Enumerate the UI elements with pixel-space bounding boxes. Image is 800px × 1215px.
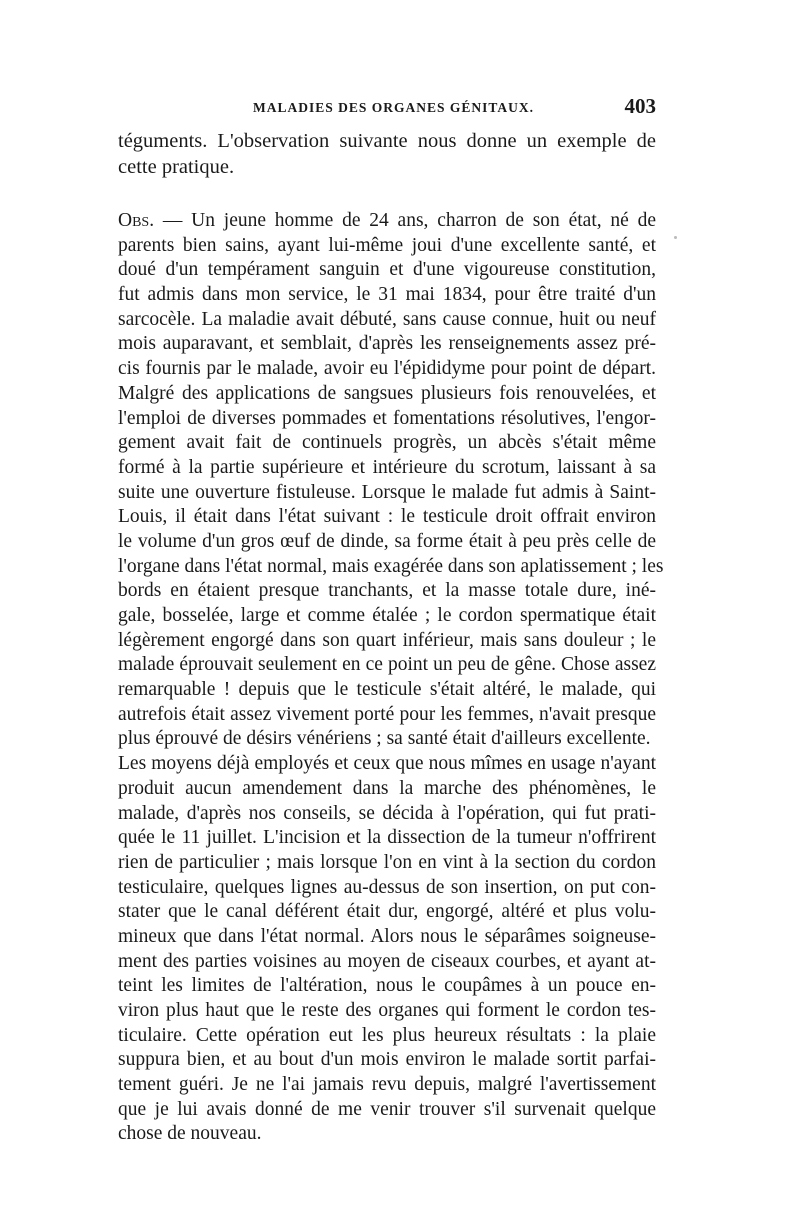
text-line: fut admis dans mon service, le 31 mai 1834, pour être traité d'un [118,284,656,306]
text-line: que je lui avais donné de me venir trouver s'il survenait quelque [118,1098,656,1120]
text-line: testiculaire, quelques lignes au-dessus de son insertion, on put con- [118,876,656,898]
text-line: gement avait fait de continuels progrès, un abcès s'était même [118,432,656,454]
text-line: l'emploi de diverses pommades et fomentations résolutives, l'engor- [118,407,656,429]
text-line: sarcocèle. La maladie avait débuté, sans cause connue, huit ou neuf [118,308,656,330]
text-line: chose de nouveau. [118,1123,262,1145]
text-line: doué d'un tempérament sanguin et d'une vigoureuse constitution, [118,259,656,281]
text-line: produit aucun amendement dans la marche des phénomènes, le [118,777,656,799]
text-line: malade, d'après nos conseils, se décida à l'opération, qui fut prati- [118,802,656,824]
text-line: ment des parties voisines au moyen de ciseaux courbes, et ayant at- [118,950,656,972]
text-line: légèrement engorgé dans son quart inférieur, mais sans douleur ; le [118,629,656,651]
text-line: bords en étaient presque tranchants, et la masse totale dure, iné- [118,580,656,602]
intro-paragraph [118,128,656,180]
text-line: formé à la partie supérieure et intérieure du scrotum, laissant à sa [118,456,656,478]
text-line: stater que le canal déférent était dur, engorgé, altéré et plus volu- [118,901,656,923]
page-number: 403 [624,94,656,118]
text-line: quée le 11 juillet. L'incision et la dissection de la tumeur n'offrirent [118,827,656,849]
text-line: Les moyens déjà employés et ceux que nous mîmes en usage n'ayant [118,753,656,775]
obs-label: Obs. [118,210,155,231]
text-line: tement guéri. Je ne l'ai jamais revu depuis, malgré l'avertissement [118,1074,656,1096]
text-line: mois auparavant, et semblait, d'après les renseignements assez pré- [118,333,656,355]
text-line: suppura bien, et au bout d'un mois environ le malade sortit parfai- [118,1049,656,1071]
text-line: autrefois était assez vivement porté pour les femmes, n'avait presque [118,703,656,725]
text-line: mineux que dans l'état normal. Alors nous le séparâmes soigneuse- [118,925,656,947]
text-line: malade éprouvait seulement en ce point un peu de gêne. Chose assez [118,654,656,676]
text-line: ticulaire. Cette opération eut les plus heureux résultats : la plaie [118,1024,656,1046]
text-line: le volume d'un gros œuf de dinde, sa forme était à peu près celle de [118,530,656,552]
text-line: Louis, il était dans l'état suivant : le testicule droit offrait environ [118,506,656,528]
text-line: rien de particulier ; mais lorsque l'on en vint à la section du cordon [118,851,656,873]
text-line: viron plus haut que le reste des organes qui forment le cordon tes- [118,1000,656,1021]
text-line: cis fournis par le malade, avoir eu l'épididyme pour point de départ. [118,358,656,380]
observation-paragraph [118,209,664,1147]
text-line: l'organe dans l'état normal, mais exagérée dans son aplatissement ; les [118,555,664,577]
text-line: suite une ouverture fistuleuse. Lorsque le malade fut admis à Saint- [118,481,656,503]
text-line: remarquable ! depuis que le testicule s'était altéré, le malade, qui [118,679,656,701]
text-line: plus éprouvé de désirs vénériens ; sa santé était d'ailleurs excellente. [118,728,651,750]
text-line: Obs. — Un jeune homme de 24 ans, charron de son état, né de [118,210,656,231]
running-head [118,94,656,121]
text-line: gale, bosselée, large et comme étalée ; le cordon spermatique était [118,605,656,626]
body-text [118,128,664,1147]
running-title: MALADIES DES ORGANES GÉNITAUX. [253,100,535,115]
text-line: teint les limites de l'altération, nous le coupâmes à un pouce en- [118,975,656,997]
text-line: parents bien sains, ayant lui-même joui d'une excellente santé, et [118,234,656,256]
text-line: cette pratique. [118,156,235,178]
text-line: Malgré des applications de sangsues plusieurs fois renouvelées, et [118,382,656,404]
ink-mark [674,236,677,239]
text-line: téguments. L'observation suivante nous donne un exemple de [118,130,656,152]
